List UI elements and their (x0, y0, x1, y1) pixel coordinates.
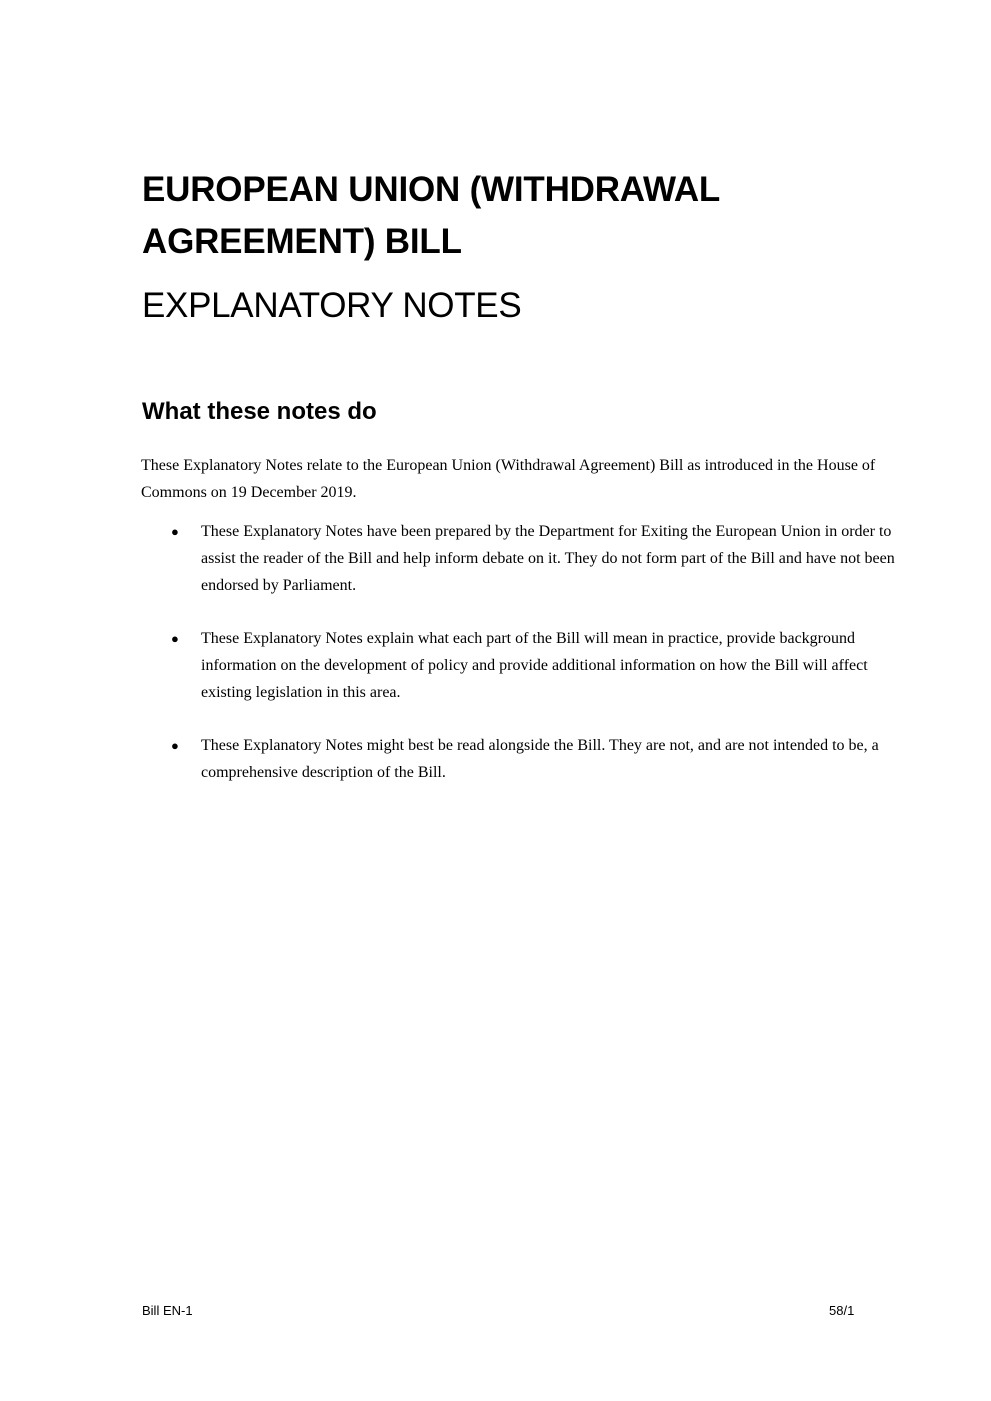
bullet-text: These Explanatory Notes might best be read alongside the Bill. They are not, and are not intended to be, a comprehensive description of the Bill. (201, 737, 879, 781)
bullet-item (141, 625, 901, 706)
bullet-item (141, 518, 901, 599)
intro-paragraph: These Explanatory Notes relate to the European Union (Withdrawal Agreement) Bill as introduced in the House of Commons on 19 December 2019. (141, 457, 876, 501)
bullet-item (141, 732, 901, 786)
document-title: EUROPEAN UNION (WITHDRAWAL AGREEMENT) BILL (142, 170, 720, 261)
bullet-icon: ● (171, 738, 179, 753)
document-subtitle: EXPLANATORY NOTES (142, 286, 522, 325)
section-heading: What these notes do (142, 398, 377, 425)
footer-page-number: 58/1 (829, 1303, 855, 1318)
bullet-text: These Explanatory Notes explain what each part of the Bill will mean in practice, provide background information on the development of policy and provide additional information on how the Bill will affect existing legislation in this area. (201, 630, 868, 701)
footer-bill-reference: Bill EN-1 (142, 1303, 193, 1318)
bullet-text: These Explanatory Notes have been prepared by the Department for Exiting the European Union in order to assist the reader of the Bill and help inform debate on it. They do not form part of the Bill and have not been endorsed by Parliament. (201, 523, 895, 594)
bullet-icon: ● (171, 631, 179, 646)
bullet-icon: ● (171, 524, 179, 539)
bullet-list (141, 518, 901, 812)
